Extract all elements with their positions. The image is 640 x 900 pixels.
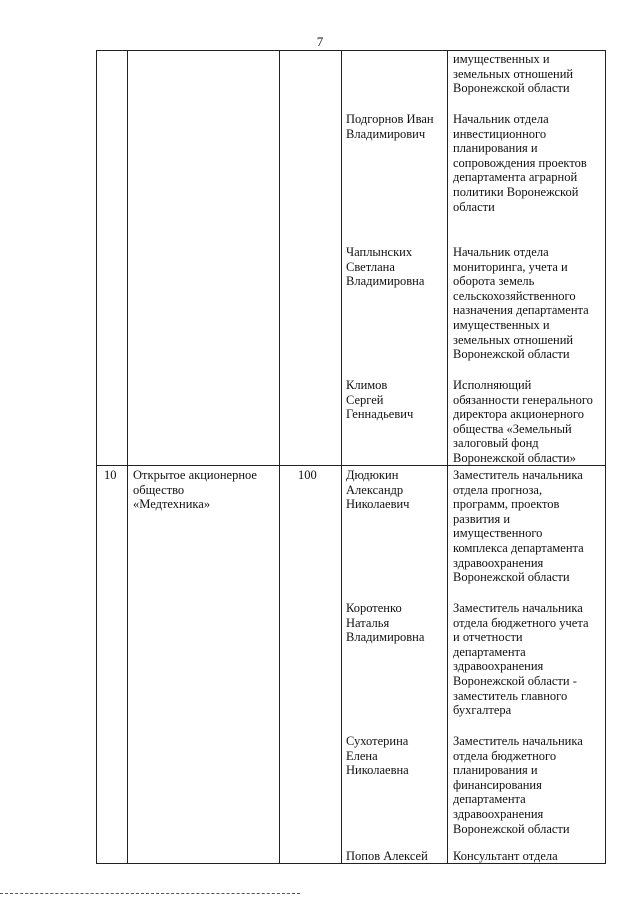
- member-position: Начальник отдела инвестиционного планирования и сопровождения проектов департамента аграрной политики Воронежской области: [453, 112, 587, 214]
- member-name: Дюдюкин Александр Николаевич: [346, 468, 410, 512]
- member-position: Заместитель начальника отдела бюджетного планирования и финансирования департамента здравоохранения Воронежской области: [453, 734, 583, 836]
- column-border: [447, 50, 448, 864]
- company-name: Открытое акционерное общество «Медтехника»: [133, 468, 257, 512]
- member-name: Сухотерина Елена Николаевна: [346, 734, 409, 778]
- member-name: Коротенко Наталья Владимировна: [346, 601, 425, 645]
- member-position: Консультант отдела: [453, 849, 558, 863]
- column-border: [279, 50, 280, 864]
- member-position: Начальник отдела мониторинга, учета и оборота земель сельскохозяйственного назначения департамента имущественных и земельных отношений Воронежской области: [453, 245, 589, 362]
- footer-separator: [0, 893, 300, 894]
- row-number: 10: [104, 468, 117, 482]
- member-position: Исполняющий обязанности генерального директора акционерного общества «Земельный залоговый фонд Воронежской области»: [453, 378, 593, 465]
- member-name: Попов Алексей: [346, 849, 428, 863]
- member-position: Заместитель начальника отдела бюджетного учета и отчетности департамента здравоохранения Воронежской области - заместитель главного бухгалтера: [453, 601, 589, 718]
- column-border: [96, 50, 97, 864]
- member-name: Климов Сергей Геннадьевич: [346, 378, 414, 422]
- column-border: [127, 50, 128, 864]
- page-number: 7: [316, 34, 324, 49]
- member-name: Чаплынских Светлана Владимировна: [346, 245, 425, 289]
- table-top-border: [96, 50, 606, 51]
- member-name: Подгорнов Иван Владимирович: [346, 112, 434, 141]
- continued-position: имущественных и земельных отношений Воронежской области: [453, 52, 574, 96]
- share-percent: 100: [298, 468, 317, 482]
- column-border: [605, 50, 606, 864]
- member-position: Заместитель начальника отдела прогноза, программ, проектов развития и имущественного комплекса департамента здравоохранения Воронежской области: [453, 468, 584, 585]
- column-border: [341, 50, 342, 864]
